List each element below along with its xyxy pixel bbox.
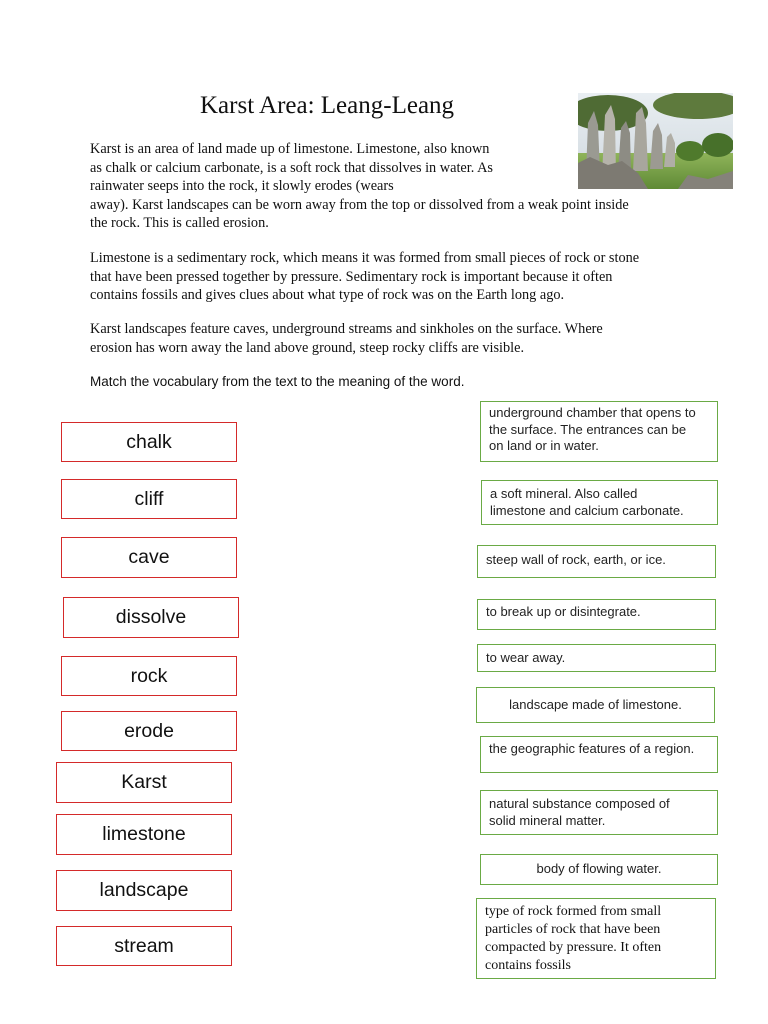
instruction-text: Match the vocabulary from the text to the meaning of the word. xyxy=(90,374,465,389)
features-paragraph: Karst landscapes feature caves, underground streams and sinkholes on the surface. Where erosion has worn away the land above ground, steep rocky cliffs are visible. xyxy=(90,321,603,356)
word-box-chalk[interactable]: chalk xyxy=(61,422,237,462)
page-title: Karst Area: Leang-Leang xyxy=(200,92,455,119)
definition-box-cave[interactable]: underground chamber that opens to the surface. The entrances can be on land or in water. xyxy=(480,401,718,462)
definition-box-rock[interactable]: natural substance composed of solid mineral matter. xyxy=(480,790,718,835)
definition-box-landscape[interactable]: the geographic features of a region. xyxy=(480,736,718,773)
definition-box-erode[interactable]: to wear away. xyxy=(477,644,716,672)
definition-box-cliff[interactable]: steep wall of rock, earth, or ice. xyxy=(477,545,716,578)
definition-box-chalk[interactable]: a soft mineral. Also called limestone and calcium carbonate. xyxy=(481,480,718,525)
definition-box-stream[interactable]: body of flowing water. xyxy=(480,854,718,885)
intro-paragraph: Karst is an area of land made up of limestone. Limestone, also known as chalk or calcium carbonate, is a soft rock that dissolves in water. As rainwater seeps into the rock, it slowly erodes (wears away). Karst landscapes can be worn away from the top or dissolved from a weak point inside the rock. This is called erosion. xyxy=(90,141,629,231)
definition-box-dissolve[interactable]: to break up or disintegrate. xyxy=(477,599,716,630)
word-box-cliff[interactable]: cliff xyxy=(61,479,237,519)
word-box-stream[interactable]: stream xyxy=(56,926,232,966)
word-box-rock[interactable]: rock xyxy=(61,656,237,696)
limestone-paragraph: Limestone is a sedimentary rock, which means it was formed from small pieces of rock or stone that have been pressed together by pressure. Sedimentary rock is important because it often contains fossils and gives clues about what type of rock was on the Earth long ago. xyxy=(90,250,640,303)
word-box-erode[interactable]: erode xyxy=(61,711,237,751)
word-box-karst[interactable]: Karst xyxy=(56,762,232,803)
word-box-landscape[interactable]: landscape xyxy=(56,870,232,911)
definition-box-limestone[interactable]: type of rock formed from small particles of rock that have been compacted by pressure. It often contains fossils xyxy=(476,898,716,979)
definition-box-karst[interactable]: landscape made of limestone. xyxy=(476,687,715,723)
word-box-dissolve[interactable]: dissolve xyxy=(63,597,239,638)
word-box-cave[interactable]: cave xyxy=(61,537,237,578)
word-box-limestone[interactable]: limestone xyxy=(56,814,232,855)
